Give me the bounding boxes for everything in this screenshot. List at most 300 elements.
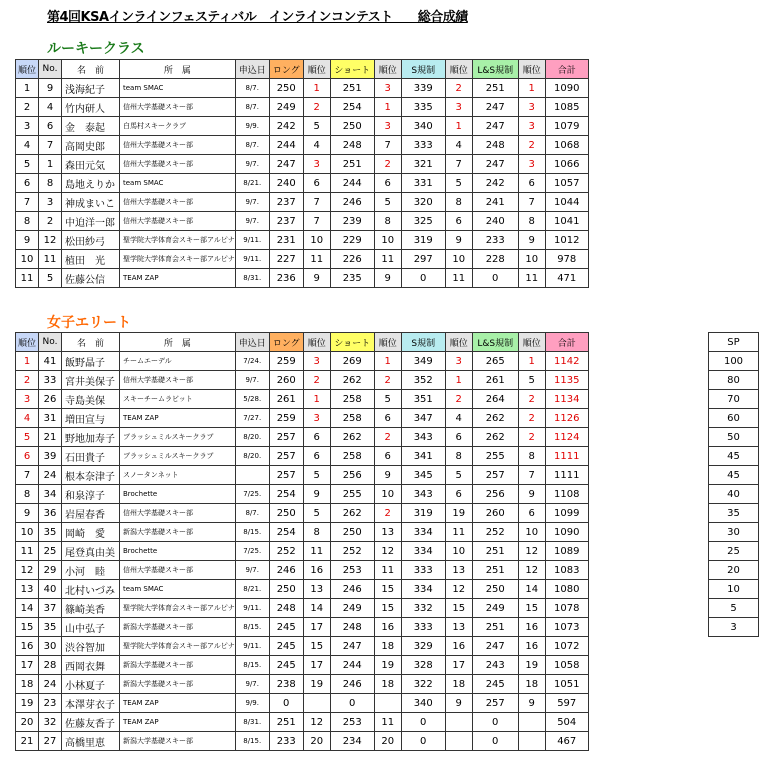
cell-number: 28 (39, 656, 62, 675)
cell-rank: 6 (16, 447, 39, 466)
cell-long: 236 (269, 269, 303, 288)
header-ls-restriction: L&S規制 (472, 333, 518, 352)
cell-s-restriction: 325 (401, 212, 445, 231)
cell-entry-date: 8/7. (235, 504, 269, 523)
cell-short: 235 (330, 269, 374, 288)
cell-total: 467 (545, 732, 588, 751)
cell-ls-rank (518, 732, 545, 751)
cell-affiliation: team SMAC (120, 174, 236, 193)
cell-ls-restriction: 247 (472, 117, 518, 136)
cell-long-rank: 6 (303, 428, 330, 447)
cell-ls-rank: 9 (518, 231, 545, 250)
cell-ls-restriction: 257 (472, 694, 518, 713)
table-row (16, 732, 589, 751)
cell-ls-rank: 10 (518, 523, 545, 542)
cell-short: 234 (330, 732, 374, 751)
table-row (16, 656, 589, 675)
cell-ls-rank: 10 (518, 250, 545, 269)
table-row (16, 371, 589, 390)
cell-short-rank: 5 (374, 390, 401, 409)
cell-long: 260 (269, 371, 303, 390)
cell-total: 1135 (545, 371, 588, 390)
cell-total: 1090 (545, 79, 588, 98)
cell-ls-rank: 2 (518, 428, 545, 447)
cell-s-restriction: 332 (401, 599, 445, 618)
cell-s-rank: 3 (445, 98, 472, 117)
cell-short-rank: 15 (374, 580, 401, 599)
cell-long-rank: 13 (303, 580, 330, 599)
table-row (16, 447, 589, 466)
cell-long-rank: 9 (303, 269, 330, 288)
cell-affiliation: TEAM ZAP (120, 694, 236, 713)
cell-long: 261 (269, 390, 303, 409)
cell-rank: 7 (16, 193, 39, 212)
cell-long-rank: 15 (303, 637, 330, 656)
cell-short-rank (374, 694, 401, 713)
sp-header: SP (709, 333, 759, 352)
cell-ls-rank: 2 (518, 409, 545, 428)
cell-s-rank: 6 (445, 428, 472, 447)
cell-short-rank: 13 (374, 523, 401, 542)
table-row (16, 269, 589, 288)
cell-ls-rank: 2 (518, 390, 545, 409)
header-entry-date: 申込日 (235, 333, 269, 352)
cell-number: 35 (39, 523, 62, 542)
cell-short: 262 (330, 428, 374, 447)
cell-ls-rank: 1 (518, 79, 545, 98)
cell-total: 1089 (545, 542, 588, 561)
header-ls-restriction: L&S規制 (472, 60, 518, 79)
cell-long: 227 (269, 250, 303, 269)
cell-s-rank: 8 (445, 447, 472, 466)
cell-ls-rank: 6 (518, 174, 545, 193)
cell-entry-date: 7/24. (235, 352, 269, 371)
cell-name: 山中弘子 (62, 618, 120, 637)
cell-s-restriction: 343 (401, 485, 445, 504)
cell-affiliation: 信州大学基礎スキー部 (120, 212, 236, 231)
cell-rank: 6 (16, 174, 39, 193)
header-ls-rank: 順位 (518, 60, 545, 79)
cell-name: 北村いづみ (62, 580, 120, 599)
cell-total: 1111 (545, 466, 588, 485)
cell-ls-restriction: 257 (472, 466, 518, 485)
cell-s-restriction: 0 (401, 713, 445, 732)
table-row (16, 618, 589, 637)
table-row (16, 174, 589, 193)
cell-long: 259 (269, 409, 303, 428)
cell-short: 246 (330, 675, 374, 694)
cell-number: 11 (39, 250, 62, 269)
cell-long-rank: 3 (303, 155, 330, 174)
cell-s-rank: 4 (445, 409, 472, 428)
cell-ls-rank: 3 (518, 117, 545, 136)
cell-total: 1099 (545, 504, 588, 523)
cell-s-restriction: 0 (401, 269, 445, 288)
cell-s-rank: 5 (445, 174, 472, 193)
cell-entry-date: 9/7. (235, 193, 269, 212)
cell-long: 247 (269, 155, 303, 174)
cell-short: 250 (330, 117, 374, 136)
cell-name: 浅海紀子 (62, 79, 120, 98)
cell-number: 1 (39, 155, 62, 174)
cell-s-rank (445, 713, 472, 732)
cell-number: 2 (39, 212, 62, 231)
cell-s-restriction: 0 (401, 732, 445, 751)
cell-s-restriction: 297 (401, 250, 445, 269)
header-total: 合計 (545, 60, 588, 79)
cell-short: 239 (330, 212, 374, 231)
cell-number: 39 (39, 447, 62, 466)
cell-ls-rank: 3 (518, 98, 545, 117)
cell-long: 249 (269, 98, 303, 117)
cell-s-rank: 7 (445, 155, 472, 174)
cell-short: 254 (330, 98, 374, 117)
cell-ls-rank: 8 (518, 447, 545, 466)
table-row (16, 599, 589, 618)
cell-number: 23 (39, 694, 62, 713)
cell-name: 神成まいこ (62, 193, 120, 212)
cell-s-rank: 15 (445, 599, 472, 618)
cell-total: 1068 (545, 136, 588, 155)
cell-short: 253 (330, 561, 374, 580)
cell-long-rank: 5 (303, 466, 330, 485)
cell-total: 1072 (545, 637, 588, 656)
cell-ls-rank: 9 (518, 485, 545, 504)
cell-affiliation: Brochette (120, 542, 236, 561)
cell-total: 1044 (545, 193, 588, 212)
sp-value: 35 (709, 504, 759, 523)
cell-ls-restriction: 251 (472, 561, 518, 580)
cell-total: 1111 (545, 447, 588, 466)
cell-s-rank: 11 (445, 269, 472, 288)
cell-short: 249 (330, 599, 374, 618)
cell-number: 4 (39, 98, 62, 117)
cell-short: 246 (330, 193, 374, 212)
cell-short-rank: 6 (374, 447, 401, 466)
header-affiliation: 所 属 (120, 60, 236, 79)
cell-long: 252 (269, 542, 303, 561)
cell-long-rank: 16 (303, 561, 330, 580)
cell-short: 248 (330, 618, 374, 637)
cell-number: 7 (39, 136, 62, 155)
cell-ls-restriction: 243 (472, 656, 518, 675)
cell-short: 255 (330, 485, 374, 504)
cell-ls-restriction: 0 (472, 732, 518, 751)
header-s-restriction: S規制 (401, 333, 445, 352)
cell-ls-restriction: 262 (472, 428, 518, 447)
cell-number: 40 (39, 580, 62, 599)
cell-short: 269 (330, 352, 374, 371)
header-affiliation: 所 属 (120, 333, 236, 352)
cell-long-rank: 7 (303, 193, 330, 212)
cell-ls-restriction: 262 (472, 409, 518, 428)
cell-affiliation: 白馬村スキークラブ (120, 117, 236, 136)
table-row (16, 504, 589, 523)
header-name: 名 前 (62, 333, 120, 352)
cell-total: 1108 (545, 485, 588, 504)
cell-short-rank: 8 (374, 212, 401, 231)
cell-s-rank: 5 (445, 466, 472, 485)
cell-short-rank: 15 (374, 599, 401, 618)
cell-rank: 4 (16, 409, 39, 428)
cell-short: 244 (330, 174, 374, 193)
cell-long-rank: 12 (303, 713, 330, 732)
table-row (16, 98, 589, 117)
cell-name: 和泉淳子 (62, 485, 120, 504)
cell-s-rank: 16 (445, 637, 472, 656)
cell-entry-date: 5/28. (235, 390, 269, 409)
cell-entry-date: 9/7. (235, 212, 269, 231)
cell-name: 寺島美保 (62, 390, 120, 409)
cell-s-restriction: 322 (401, 675, 445, 694)
cell-entry-date: 9/9. (235, 117, 269, 136)
cell-rank: 7 (16, 466, 39, 485)
cell-long: 254 (269, 485, 303, 504)
cell-long: 250 (269, 504, 303, 523)
cell-affiliation: TEAM ZAP (120, 713, 236, 732)
cell-name: 佐藤友香子 (62, 713, 120, 732)
rookie-header-row (16, 60, 589, 79)
cell-long-rank: 9 (303, 485, 330, 504)
table-row (16, 390, 589, 409)
cell-short-rank: 2 (374, 155, 401, 174)
cell-affiliation: 信州大学基礎スキー部 (120, 371, 236, 390)
cell-ls-rank: 2 (518, 136, 545, 155)
cell-rank: 16 (16, 637, 39, 656)
cell-long: 251 (269, 713, 303, 732)
cell-rank: 1 (16, 79, 39, 98)
cell-total: 1080 (545, 580, 588, 599)
header-number: No. (39, 60, 62, 79)
cell-rank: 2 (16, 371, 39, 390)
cell-short: 253 (330, 713, 374, 732)
cell-total: 1073 (545, 618, 588, 637)
cell-name: 宮井美保子 (62, 371, 120, 390)
cell-long-rank: 8 (303, 523, 330, 542)
cell-name: 岡崎 愛 (62, 523, 120, 542)
cell-entry-date: 8/21. (235, 580, 269, 599)
cell-rank: 14 (16, 599, 39, 618)
cell-number: 34 (39, 485, 62, 504)
cell-long-rank: 19 (303, 675, 330, 694)
table-row (16, 352, 589, 371)
cell-rank: 11 (16, 269, 39, 288)
cell-ls-rank: 14 (518, 580, 545, 599)
sp-value: 30 (709, 523, 759, 542)
cell-ls-restriction: 242 (472, 174, 518, 193)
cell-short-rank: 12 (374, 542, 401, 561)
header-rank: 順位 (16, 60, 39, 79)
cell-long: 250 (269, 580, 303, 599)
cell-ls-restriction: 265 (472, 352, 518, 371)
sp-value: 80 (709, 371, 759, 390)
cell-total: 1083 (545, 561, 588, 580)
sp-value: 25 (709, 542, 759, 561)
cell-affiliation: 信州大学基礎スキー部 (120, 561, 236, 580)
cell-s-rank: 10 (445, 250, 472, 269)
cell-total: 1012 (545, 231, 588, 250)
header-entry-date: 申込日 (235, 60, 269, 79)
cell-entry-date: 9/7. (235, 371, 269, 390)
cell-short: 252 (330, 542, 374, 561)
cell-ls-rank: 5 (518, 371, 545, 390)
cell-name: 尾登真由美 (62, 542, 120, 561)
cell-long: 245 (269, 656, 303, 675)
cell-long-rank: 5 (303, 504, 330, 523)
cell-s-restriction: 335 (401, 98, 445, 117)
cell-s-rank (445, 732, 472, 751)
cell-short-rank: 11 (374, 250, 401, 269)
cell-ls-rank: 15 (518, 599, 545, 618)
cell-name: 森田元気 (62, 155, 120, 174)
cell-ls-restriction: 256 (472, 485, 518, 504)
header-total: 合計 (545, 333, 588, 352)
cell-short: 258 (330, 390, 374, 409)
cell-entry-date: 8/7. (235, 79, 269, 98)
cell-short-rank: 9 (374, 269, 401, 288)
cell-long: 245 (269, 618, 303, 637)
rookie-results-table (15, 59, 589, 288)
cell-number: 37 (39, 599, 62, 618)
cell-s-restriction: 321 (401, 155, 445, 174)
cell-affiliation: 新潟大学基礎スキー部 (120, 523, 236, 542)
cell-entry-date: 8/20. (235, 428, 269, 447)
cell-ls-restriction: 233 (472, 231, 518, 250)
cell-rank: 3 (16, 117, 39, 136)
cell-number: 3 (39, 193, 62, 212)
cell-s-rank: 9 (445, 694, 472, 713)
cell-rank: 17 (16, 656, 39, 675)
cell-s-rank: 2 (445, 79, 472, 98)
cell-long-rank: 11 (303, 542, 330, 561)
cell-rank: 20 (16, 713, 39, 732)
cell-ls-restriction: 247 (472, 155, 518, 174)
cell-s-restriction: 339 (401, 79, 445, 98)
cell-total: 1051 (545, 675, 588, 694)
cell-long-rank: 2 (303, 371, 330, 390)
cell-name: 松田紗弓 (62, 231, 120, 250)
cell-long-rank: 14 (303, 599, 330, 618)
cell-number: 29 (39, 561, 62, 580)
cell-long: 257 (269, 428, 303, 447)
cell-short-rank: 11 (374, 713, 401, 732)
cell-affiliation: team SMAC (120, 580, 236, 599)
cell-entry-date: 9/9. (235, 694, 269, 713)
cell-s-restriction: 334 (401, 523, 445, 542)
cell-rank: 9 (16, 231, 39, 250)
header-short: ショート (330, 60, 374, 79)
cell-long-rank: 3 (303, 409, 330, 428)
cell-ls-restriction: 241 (472, 193, 518, 212)
cell-affiliation: 聖学院大学体育会スキー部アルピナ (120, 637, 236, 656)
women-header-row (16, 333, 589, 352)
cell-affiliation: 信州大学基礎スキー部 (120, 193, 236, 212)
cell-affiliation: 聖学院大学体育会スキー部アルピナ (120, 231, 236, 250)
cell-affiliation: 新潟大学基礎スキー部 (120, 618, 236, 637)
cell-ls-rank: 11 (518, 269, 545, 288)
cell-s-rank: 17 (445, 656, 472, 675)
cell-s-rank: 8 (445, 193, 472, 212)
sp-value: 5 (709, 599, 759, 618)
cell-ls-restriction: 245 (472, 675, 518, 694)
table-row (16, 155, 589, 174)
header-name: 名 前 (62, 60, 120, 79)
header-rank: 順位 (16, 333, 39, 352)
cell-long-rank: 5 (303, 117, 330, 136)
cell-short: 262 (330, 371, 374, 390)
table-row (16, 523, 589, 542)
cell-name: 植田 光 (62, 250, 120, 269)
cell-name: 根本奈津子 (62, 466, 120, 485)
cell-rank: 15 (16, 618, 39, 637)
cell-total: 1057 (545, 174, 588, 193)
cell-ls-restriction: 250 (472, 580, 518, 599)
cell-short: 258 (330, 409, 374, 428)
cell-total: 1058 (545, 656, 588, 675)
cell-rank: 2 (16, 98, 39, 117)
cell-s-restriction: 320 (401, 193, 445, 212)
cell-affiliation: ブラッシュミルスキークラブ (120, 428, 236, 447)
table-row (16, 466, 589, 485)
cell-rank: 11 (16, 542, 39, 561)
cell-affiliation: チームエーデル (120, 352, 236, 371)
cell-rank: 8 (16, 485, 39, 504)
cell-short: 258 (330, 447, 374, 466)
cell-long-rank: 20 (303, 732, 330, 751)
cell-total: 597 (545, 694, 588, 713)
cell-s-rank: 13 (445, 561, 472, 580)
cell-number: 35 (39, 618, 62, 637)
cell-rank: 4 (16, 136, 39, 155)
cell-ls-rank: 16 (518, 618, 545, 637)
cell-ls-restriction: 252 (472, 523, 518, 542)
cell-total: 1126 (545, 409, 588, 428)
cell-affiliation: 新潟大学基礎スキー部 (120, 732, 236, 751)
cell-name: 高橋里恵 (62, 732, 120, 751)
cell-long-rank: 10 (303, 231, 330, 250)
cell-short-rank: 16 (374, 618, 401, 637)
cell-long: 257 (269, 466, 303, 485)
cell-entry-date: 8/15. (235, 732, 269, 751)
cell-affiliation: 新潟大学基礎スキー部 (120, 656, 236, 675)
cell-long-rank (303, 694, 330, 713)
table-row (16, 428, 589, 447)
cell-affiliation: 新潟大学基礎スキー部 (120, 675, 236, 694)
cell-s-restriction: 345 (401, 466, 445, 485)
cell-total: 1079 (545, 117, 588, 136)
cell-affiliation: Brochette (120, 485, 236, 504)
table-row (16, 561, 589, 580)
cell-short-rank: 11 (374, 561, 401, 580)
cell-short: 262 (330, 504, 374, 523)
cell-long: 248 (269, 599, 303, 618)
cell-s-restriction: 341 (401, 447, 445, 466)
sp-value: 45 (709, 466, 759, 485)
cell-ls-rank: 8 (518, 212, 545, 231)
cell-ls-rank: 9 (518, 694, 545, 713)
cell-short: 226 (330, 250, 374, 269)
women-results-table (15, 332, 589, 751)
cell-entry-date: 7/25. (235, 542, 269, 561)
cell-entry-date: 8/15. (235, 656, 269, 675)
cell-affiliation: 信州大学基礎スキー部 (120, 98, 236, 117)
cell-short: 251 (330, 155, 374, 174)
table-row (16, 136, 589, 155)
cell-s-restriction: 334 (401, 580, 445, 599)
cell-affiliation: team SMAC (120, 79, 236, 98)
cell-s-rank: 4 (445, 136, 472, 155)
cell-long-rank: 1 (303, 390, 330, 409)
